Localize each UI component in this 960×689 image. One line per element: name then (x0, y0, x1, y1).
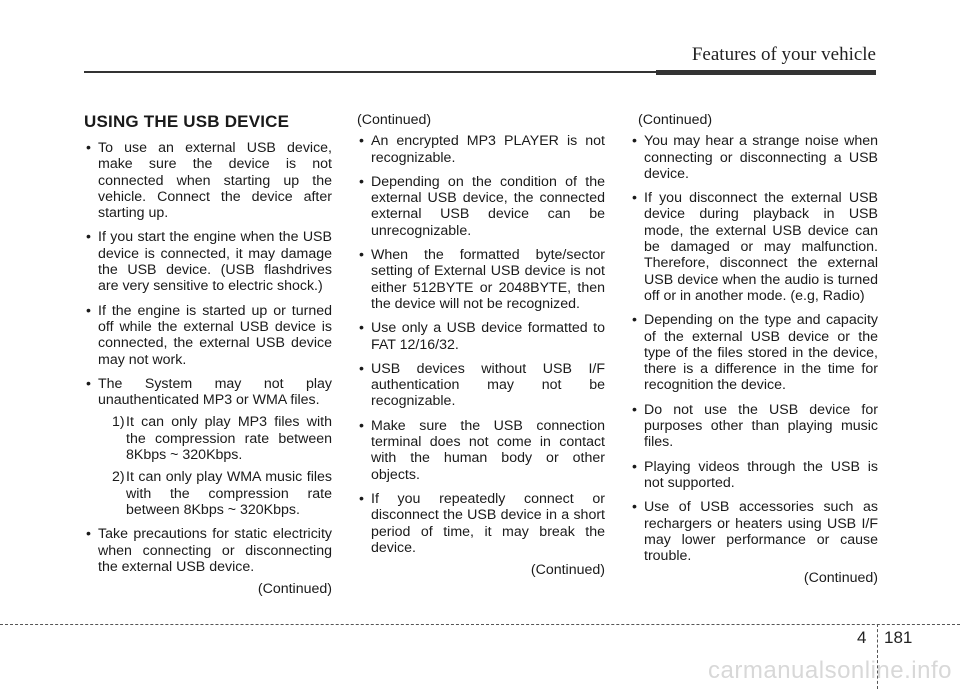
sub-item-text: It can only play MP3 files with the compression rate between 8Kbps ~ 320Kbps. (126, 414, 332, 464)
list-item: • Use only a USB device formatted to FAT 12/16/32. (357, 320, 605, 353)
list-item: • Do not use the USB device for purposes other than playing music files. (630, 402, 878, 451)
sub-list (98, 414, 332, 518)
list-item: • Make sure the USB connection terminal does not come in contact with the human body or other objects. (357, 418, 605, 483)
list-item: • If the engine is started up or turned off while the external USB device is connected, the external USB device may not work. (84, 303, 332, 368)
page-number: 181 (884, 628, 913, 647)
column-1 (84, 112, 332, 597)
list-item: • If you start the engine when the USB device is connected, it may damage the USB device. (USB flashdrives are very sensitive to electric shock.) (84, 229, 332, 294)
column-2 (357, 112, 605, 578)
list-item: • Take precautions for static electricity when connecting or disconnecting the external USB device. (84, 526, 332, 575)
sub-item-number: 2) (112, 469, 125, 486)
list-item: • Depending on the type and capacity of the external USB device or the type of the files stored in the device, there is a difference in the time for recognition the device. (630, 312, 878, 393)
section-heading: USING THE USB DEVICE (84, 112, 290, 131)
list-item: • To use an external USB device, make sure the device is not connected when starting up the vehicle. Connect the device after starting up. (84, 140, 332, 221)
continued-label: (Continued) (803, 570, 878, 587)
sub-list-item (98, 469, 332, 518)
list-item: • When the formatted byte/sector setting of External USB device is not either 512BYTE or 2048BYTE, then the device will not be recognized. (357, 247, 605, 312)
continued-label: (Continued) (257, 581, 332, 598)
list-item: • Depending on the condition of the external USB device, the connected external USB device can be unrecognizable. (357, 174, 605, 239)
watermark: carmanualsonline.info (708, 657, 952, 684)
continued-label: (Continued) (638, 112, 713, 128)
column-3 (630, 112, 878, 587)
header-rule-accent (656, 70, 876, 75)
list-item: • If you disconnect the external USB device during playback in USB mode, the external USB device can be damaged or may malfunction. Therefore, disconnect the external USB device when the audio is turned off or in another mode. (e.g, Radio) (630, 190, 878, 304)
bullet-list (630, 133, 878, 564)
list-item: • If you repeatedly connect or disconnect the USB device in a short period of time, it may break the device. (357, 491, 605, 556)
chapter-number: 4 (857, 628, 867, 647)
sub-item-text: It can only play WMA music files with the compression rate between 8Kbps ~ 320Kbps. (126, 469, 332, 518)
sub-item-number: 1) (112, 414, 125, 431)
continued-label: (Continued) (530, 562, 605, 579)
list-item-text: The System may not play unauthenticated MP3 or WMA files. (98, 375, 332, 409)
footer-rule (0, 624, 960, 625)
list-item: • You may hear a strange noise when connecting or disconnecting a USB device. (630, 133, 878, 182)
bullet-list (357, 133, 605, 556)
header-title: Features of your vehicle (691, 44, 876, 65)
list-item: • An encrypted MP3 PLAYER is not recognizable. (357, 133, 605, 166)
bullet-list (84, 140, 332, 575)
list-item: • Use of USB accessories such as rechargers or heaters using USB I/F may lower performance or cause trouble. (630, 499, 878, 564)
list-item (84, 376, 332, 518)
list-item: • Playing videos through the USB is not supported. (630, 459, 878, 492)
continued-label: (Continued) (357, 112, 432, 128)
sub-list-item (98, 414, 332, 463)
list-item: • USB devices without USB I/F authentication may not be recognizable. (357, 361, 605, 410)
